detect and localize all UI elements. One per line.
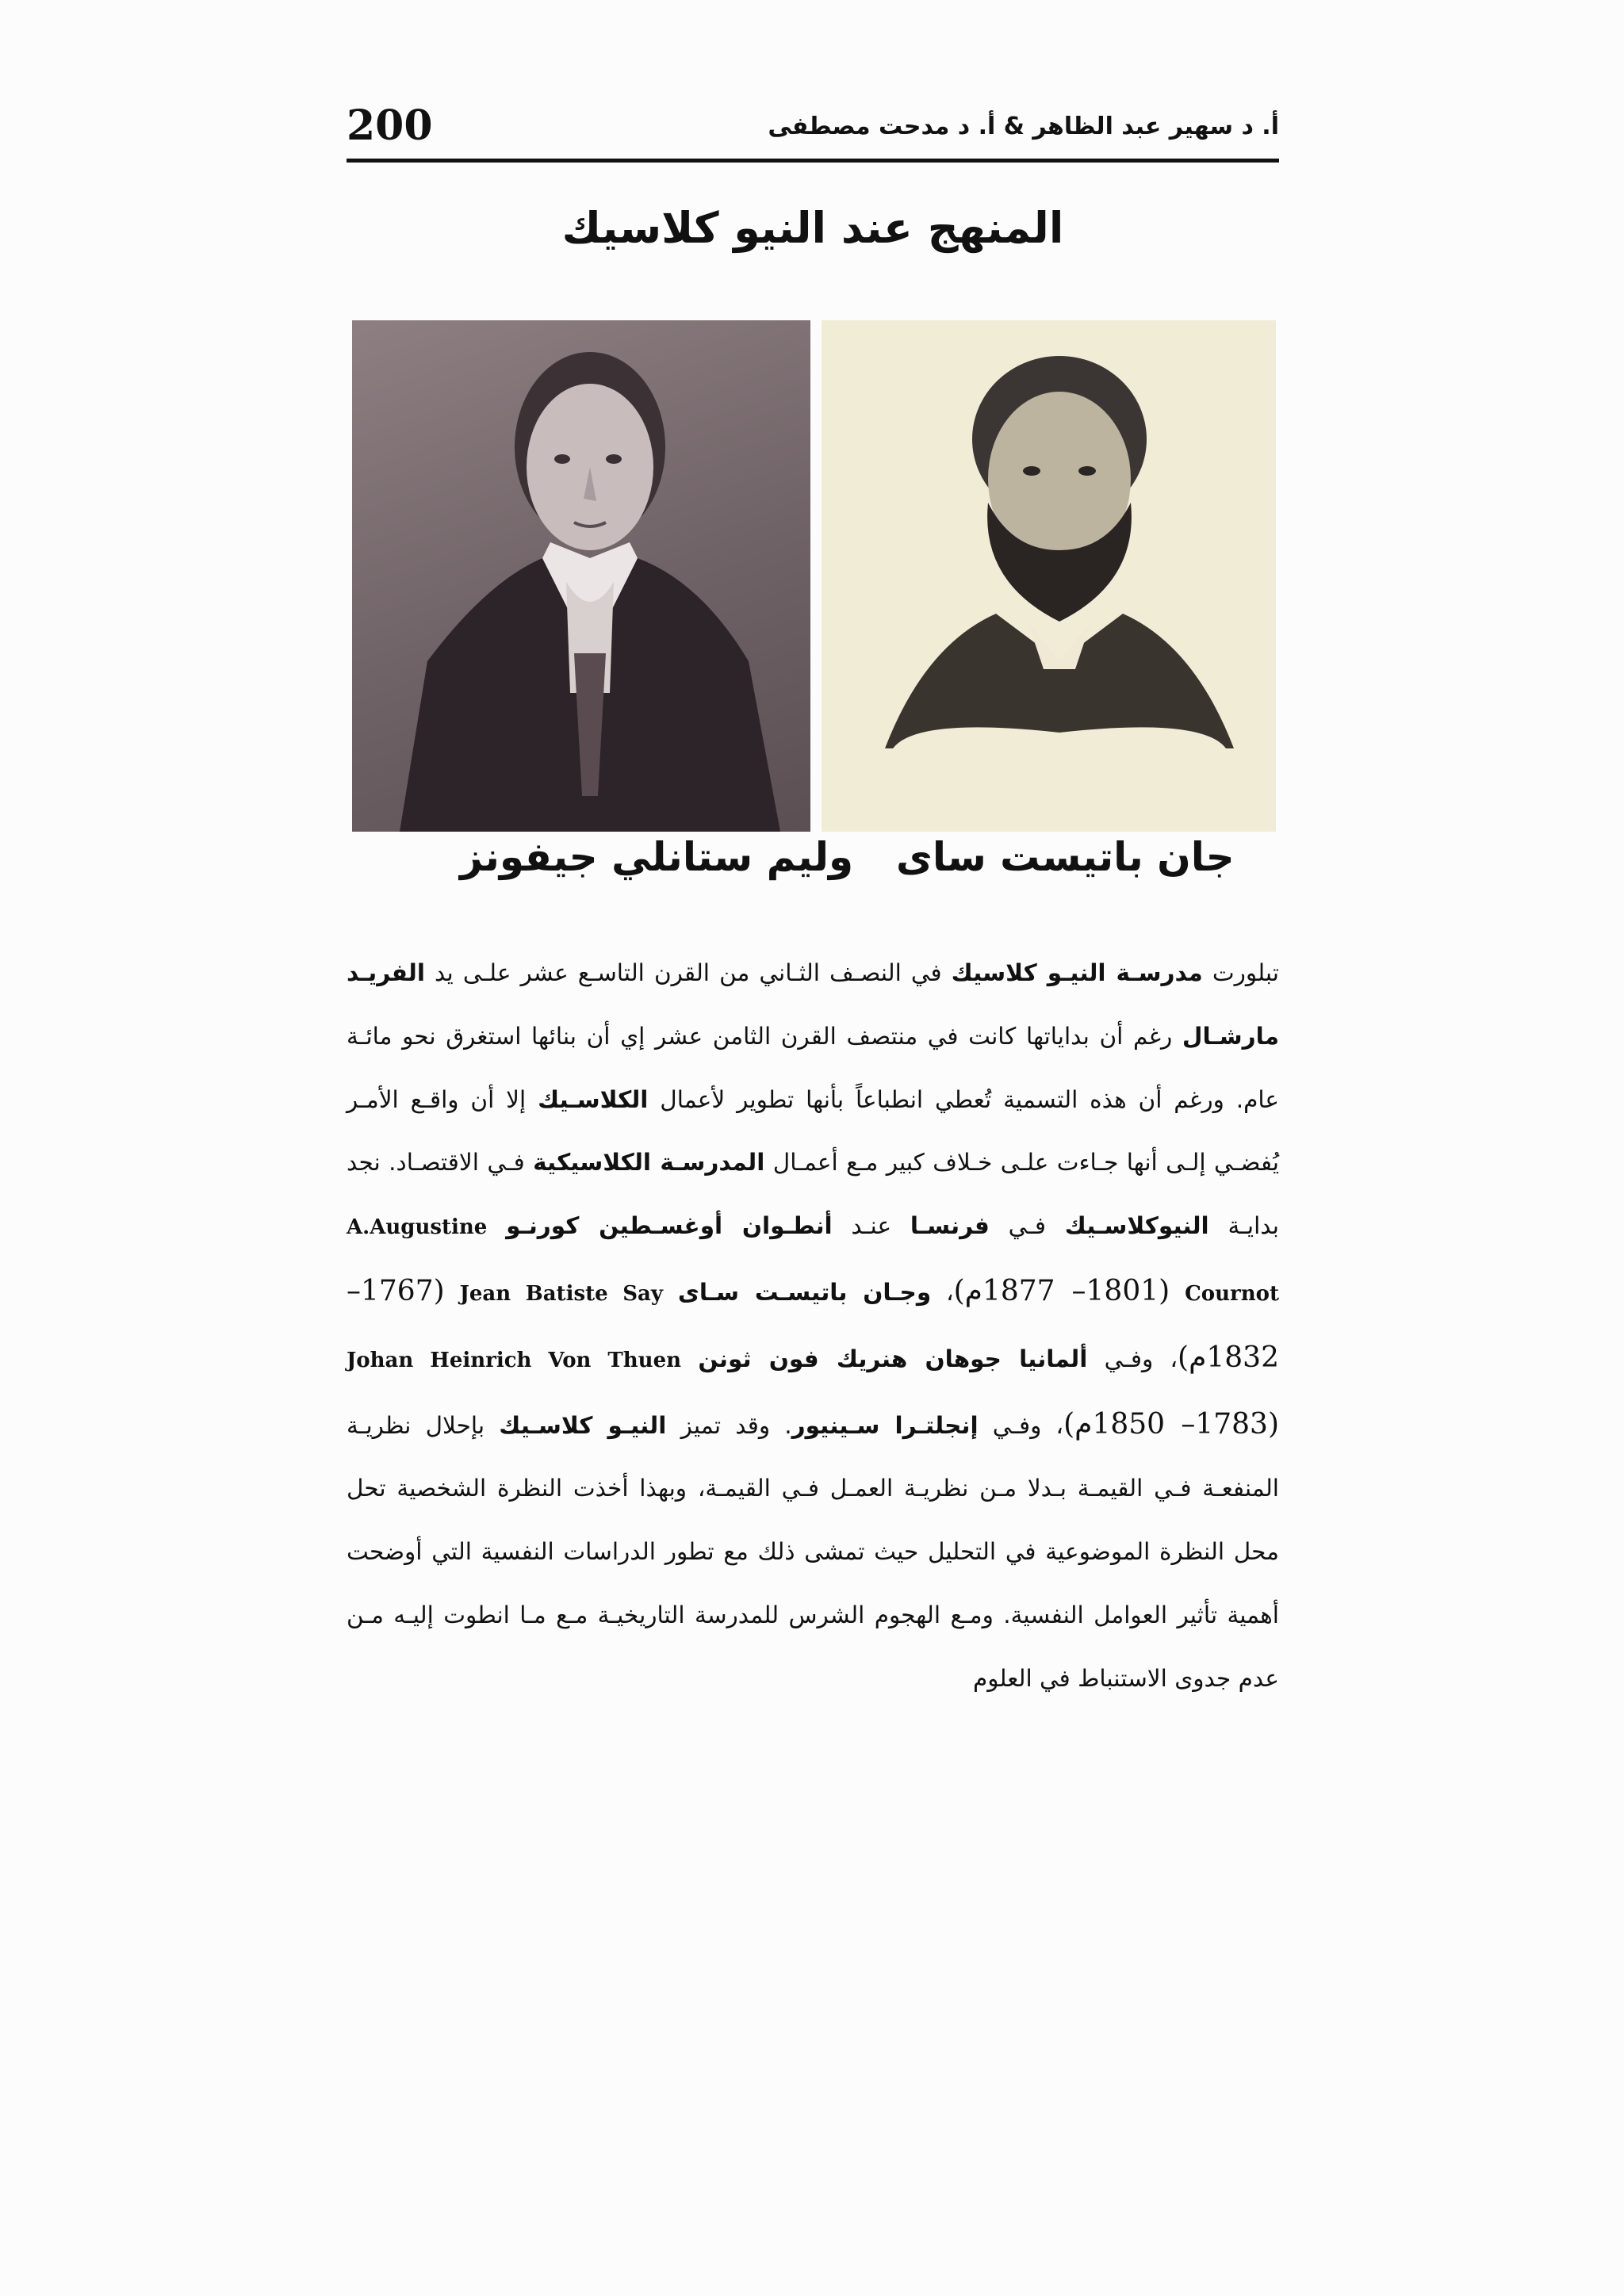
portrait-say [822,320,1276,832]
body-text-run: ، [931,1278,954,1306]
body-text-run: ، وفـي [1087,1345,1178,1372]
body-text-run [445,1279,460,1306]
bold-term: النيوكلاسـيك [1064,1212,1209,1240]
bold-term: أنطـوان أوغسـطين كورنـو [506,1212,833,1240]
caption-say: جان باتيست ساى [896,834,1235,880]
bold-term: الكلاسـيك [538,1085,649,1113]
bold-term: المدرسـة الكلاسيكية [533,1149,765,1177]
body-text-run [663,1279,678,1306]
latin-name: Johan Heinrich Von Thuen [347,1348,682,1372]
body-text-run: ، وفـي [978,1411,1064,1439]
latin-name: A.Augustine Cournot [347,1215,1280,1306]
body-text-run [681,1345,698,1372]
body-text-run: فـي [989,1212,1065,1240]
body-text-run: عنـد [832,1212,910,1240]
body-text-run: . وقد تميز [666,1411,792,1439]
body-text-run: رغم أن بداياتها كانت في منتصف القرن الثامن عشر إي أن بنائها استغرق نحو مائـة عام. ورغم أن هذه التسمية تُعطي انطباعاً بأنها تطوير لأعمال [347,1022,1279,1113]
bold-term: ألمانيا جوهان هنريك فون ثونن [698,1345,1088,1372]
bold-term: فرنسـا [910,1212,990,1240]
body-text-run [1170,1279,1185,1306]
bold-term: مدرسـة النيـو كلاسيك [951,959,1203,986]
date-range: (1783– 1850م) [1063,1407,1280,1441]
bold-term: النيـو كلاسـيك [499,1411,667,1439]
date-range: (1767– 1832م) [347,1274,1279,1374]
body-text-run: في النصـف الثـاني من القرن التاسـع عشر علـى يد [424,959,952,986]
bold-term: الفريـد مارشـال [347,959,1279,1050]
caption-jevons: وليم ستانلي جيفونز [460,834,854,880]
body-text-run: تبلورت [1202,959,1279,986]
body-text-run [487,1212,506,1239]
body-text-run: إلا أن واقـع الأمـر يُفضـي إلـى أنها جـاءت علـى خـلاف كبير مـع أعمـال [347,1085,1279,1177]
bold-term: وجـان باتيسـت سـاى [677,1278,932,1306]
page-number: 200 [347,101,433,150]
body-text-run: بإحلال نظريـة المنفعـة فـي القيمـة بـدلا مـن نظريـة العمـل فـي القيمـة، وبهذا أخذت النظرة الشخصية تحل محل النظرة الموضوعية في التحليل حيث تمشى ذلك مع تطور الدراسات النفسية التي أوضحت أهمية تأثير العوامل النفسية. ومـع الهجوم الشرس للمدرسة التاريخيـة مـع مـا انطوت إليـه مـن عدم جدوى الاستنباط في العلوم [347,1411,1279,1692]
running-head: أ. د سهير عبد الظاهر & أ. د مدحت مصطفى [768,113,1279,140]
body-text-run: فـي الاقتصـاد. نجد بدايـة [347,1149,1280,1240]
body-paragraph [347,942,1279,1711]
bold-term: إنجلتـرا سـينيور [791,1411,979,1439]
date-range: (1801– 1877م) [953,1274,1170,1307]
portrait-jevons [352,320,810,832]
latin-name: Jean Batiste Say [459,1281,663,1306]
page-header [347,95,1279,163]
chapter-title: المنهج عند النيو كلاسيك [561,203,1064,253]
